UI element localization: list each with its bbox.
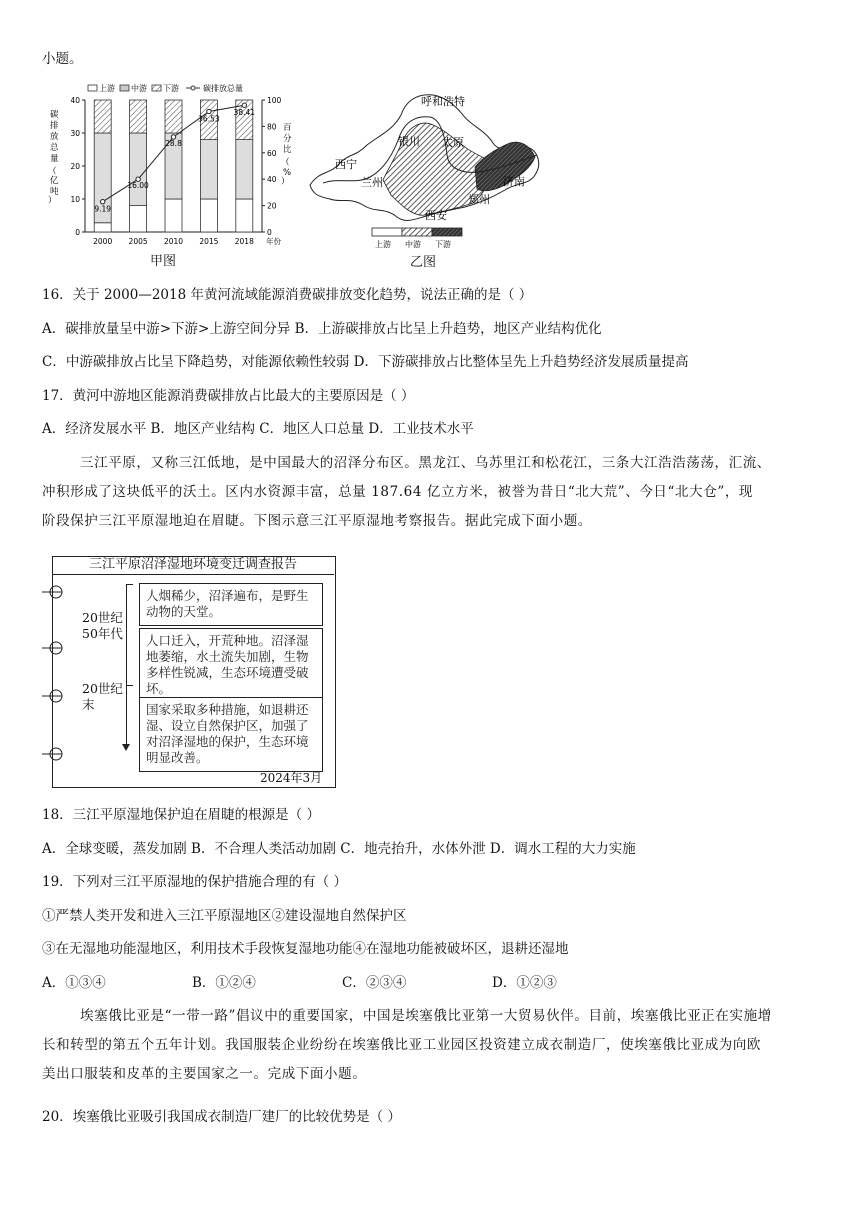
q19-statements-12: ①严禁人类开发和进入三江平原湿地区②建设湿地自然保护区 bbox=[42, 908, 407, 924]
passage-ethiopia bbox=[42, 1002, 832, 1089]
bar-midstream bbox=[236, 140, 253, 199]
q16-options-ab: A．碳排放量呈中游>下游>上游空间分异 B．上游碳排放占比呈上升趋势，地区产业结构优化 bbox=[42, 321, 602, 337]
timeline-arrow-head bbox=[122, 744, 130, 751]
chart-plot bbox=[70, 96, 281, 246]
figure-b-caption: 乙图 bbox=[410, 255, 437, 270]
legend-swatch-midstream bbox=[120, 85, 129, 91]
total-emission-label: 9.19 bbox=[94, 204, 112, 214]
era-1950s: 20世纪 50年代 bbox=[82, 610, 123, 641]
q19-option-c: C．②③④ bbox=[342, 975, 407, 991]
map-legend-downstream-swatch bbox=[432, 228, 462, 236]
x-tick-label: 2015 bbox=[199, 237, 219, 246]
right-axis-label: 百分比（%） bbox=[281, 123, 292, 187]
passage2-line-1: 埃塞俄比亚是“一带一路”倡议中的重要国家，中国是埃塞俄比亚第一大贸易伙伴。目前，埃塞俄比亚正在实施增 bbox=[80, 1008, 772, 1024]
q19-option-d: D．①②③ bbox=[492, 975, 557, 991]
timeline-bracket bbox=[126, 584, 133, 686]
q16-stem: 16．关于 2000—2018 年黄河流域能源消费碳排放变化趋势，说法正确的是（ ） bbox=[42, 287, 533, 303]
legend-swatch-upstream bbox=[88, 85, 97, 91]
left-tick-label: 40 bbox=[70, 96, 80, 105]
era-late-20th: 20世纪 末 bbox=[82, 681, 123, 712]
map-legend-upstream: 上游 bbox=[375, 240, 391, 249]
passage-sanjiang bbox=[42, 449, 832, 536]
total-emission-point bbox=[101, 199, 105, 203]
bar-upstream bbox=[236, 199, 253, 232]
bar-upstream bbox=[130, 206, 147, 232]
passage-line-3: 阶段保护三江平原湿地迫在眉睫。下图示意三江平原湿地考察报告。据此完成下面小题。 bbox=[42, 513, 592, 529]
q19-option-b: B．①②④ bbox=[192, 975, 256, 991]
right-tick-label: 60 bbox=[267, 148, 277, 158]
x-tick-label: 2005 bbox=[128, 237, 148, 246]
bar-downstream bbox=[165, 100, 182, 133]
q18-stem: 18．三江平原湿地保护迫在眉睫的根源是（ ） bbox=[42, 807, 320, 823]
q17-options: A．经济发展水平 B．地区产业结构 C．地区人口总量 D．工业技术水平 bbox=[42, 421, 474, 437]
total-emission-point bbox=[242, 103, 246, 107]
report-box-1: 人烟稀少，沼泽遍布，是野生动物的天堂。 bbox=[139, 583, 323, 626]
left-axis-label: 碳排放总量（亿吨） bbox=[48, 110, 59, 206]
q19-option-a: A．①③④ bbox=[42, 975, 106, 991]
city-taiyuan: 太原 bbox=[442, 136, 464, 149]
total-emission-label: 28.8 bbox=[165, 138, 182, 148]
continued-text: 小题。 bbox=[42, 51, 83, 67]
map-legend-downstream: 下游 bbox=[435, 240, 451, 249]
carbon-emission-chart bbox=[40, 82, 290, 272]
q18-options: A．全球变暖，蒸发加剧 B．不合理人类活动加剧 C．地壳抬升，水体外泄 D．调水工程的大力实施 bbox=[42, 841, 636, 857]
right-tick-label: 40 bbox=[267, 175, 277, 185]
q17-stem: 17．黄河中游地区能源消费碳排放占比最大的主要原因是（ ） bbox=[42, 388, 415, 404]
x-tick-label: 2000 bbox=[93, 237, 113, 246]
timeline-arrow-shaft bbox=[126, 684, 127, 746]
city-lanzhou: 兰州 bbox=[361, 176, 383, 189]
total-emission-label: 38.41 bbox=[233, 108, 256, 118]
total-emission-point bbox=[207, 109, 211, 113]
map-legend-midstream: 中游 bbox=[405, 240, 421, 249]
q19-statements-34: ③在无湿地功能湿地区，利用技术手段恢复湿地功能④在湿地功能被破坏区，退耕还湿地 bbox=[42, 941, 569, 957]
city-jinan: 济南 bbox=[503, 175, 525, 188]
right-tick-label: 100 bbox=[267, 96, 282, 105]
q16-options-cd: C．中游碳排放占比呈下降趋势，对能源依赖性较弱 D．下游碳排放占比整体呈先上升趋势经济发展质量提高 bbox=[42, 354, 689, 370]
q19-stem: 19．下列对三江平原湿地的保护措施合理的有（ ） bbox=[42, 874, 347, 890]
legend-total: 碳排放总量 bbox=[203, 84, 243, 93]
bar-upstream bbox=[165, 199, 182, 232]
survey-report-figure bbox=[42, 556, 334, 788]
report-box-2: 人口迁入，开荒种地。沼泽湿地萎缩，水土流失加剧，生物多样性锐减，生态环境遭受破坏。 bbox=[139, 628, 323, 703]
city-xining: 西宁 bbox=[335, 158, 357, 171]
passage2-line-3: 美出口服装和皮革的主要国家之一。完成下面小题。 bbox=[42, 1066, 367, 1082]
bar-downstream bbox=[130, 100, 147, 133]
x-tick-label: 2018 bbox=[234, 237, 254, 246]
right-tick-label: 0 bbox=[267, 228, 272, 237]
city-zhengzhou: 郑州 bbox=[468, 193, 490, 206]
bar-upstream bbox=[94, 223, 111, 232]
map-legend-midstream-swatch bbox=[402, 228, 432, 236]
legend-downstream: 下游 bbox=[163, 84, 179, 93]
passage-line-1: 三江平原，又称三江低地，是中国最大的沼泽分布区。黑龙江、乌苏里江和松花江，三条大江浩浩荡荡，汇流、 bbox=[80, 455, 771, 471]
left-tick-label: 10 bbox=[70, 195, 80, 204]
legend-marker bbox=[191, 86, 195, 90]
x-axis-unit: 年份 bbox=[266, 237, 281, 246]
x-tick-label: 2010 bbox=[163, 237, 184, 246]
report-box-3: 国家采取多种措施，如退耕还湿、设立自然保护区，加强了对沼泽湿地的保护，生态环境明显改善。 bbox=[139, 697, 323, 772]
left-tick-label: 30 bbox=[70, 129, 80, 138]
bar-downstream bbox=[94, 100, 111, 133]
report-date: 2024年3月 bbox=[260, 771, 323, 785]
city-xian: 西安 bbox=[425, 209, 447, 222]
total-emission-label: 36.53 bbox=[198, 114, 220, 124]
legend-midstream: 中游 bbox=[131, 84, 147, 93]
right-tick-label: 80 bbox=[267, 122, 277, 132]
yellow-river-map bbox=[305, 85, 555, 275]
right-tick-label: 20 bbox=[267, 201, 277, 211]
bar-midstream bbox=[200, 140, 217, 199]
passage2-line-2: 长和转型的第五个五年计划。我国服装企业纷纷在埃塞俄比亚工业园区投资建立成衣制造厂，使埃塞俄比亚成为向欧 bbox=[42, 1037, 762, 1053]
map-legend-upstream-swatch bbox=[372, 228, 402, 236]
report-title: 三江平原沼泽湿地环境变迁调查报告 bbox=[52, 556, 334, 575]
city-yinchuan: 银川 bbox=[398, 135, 420, 148]
bar-midstream bbox=[130, 133, 147, 206]
passage-line-2: 冲积形成了这块低平的沃土。区内水资源丰富，总量 187.64 亿立方米，被誉为昔日“北大荒”、今日“北大仓”，现 bbox=[42, 484, 754, 500]
q20-stem: 20．埃塞俄比亚吸引我国成衣制造厂建厂的比较优势是（ ） bbox=[42, 1109, 401, 1125]
figure-a-caption: 甲图 bbox=[150, 254, 177, 269]
city-hohhot: 呼和浩特 bbox=[421, 95, 465, 108]
left-tick-label: 20 bbox=[70, 162, 80, 171]
legend-swatch-downstream bbox=[152, 85, 161, 91]
bar-upstream bbox=[200, 199, 217, 232]
left-tick-label: 0 bbox=[75, 228, 80, 237]
binder-rings bbox=[42, 574, 72, 774]
legend-upstream: 上游 bbox=[99, 84, 115, 93]
total-emission-label: 16.00 bbox=[127, 181, 149, 191]
